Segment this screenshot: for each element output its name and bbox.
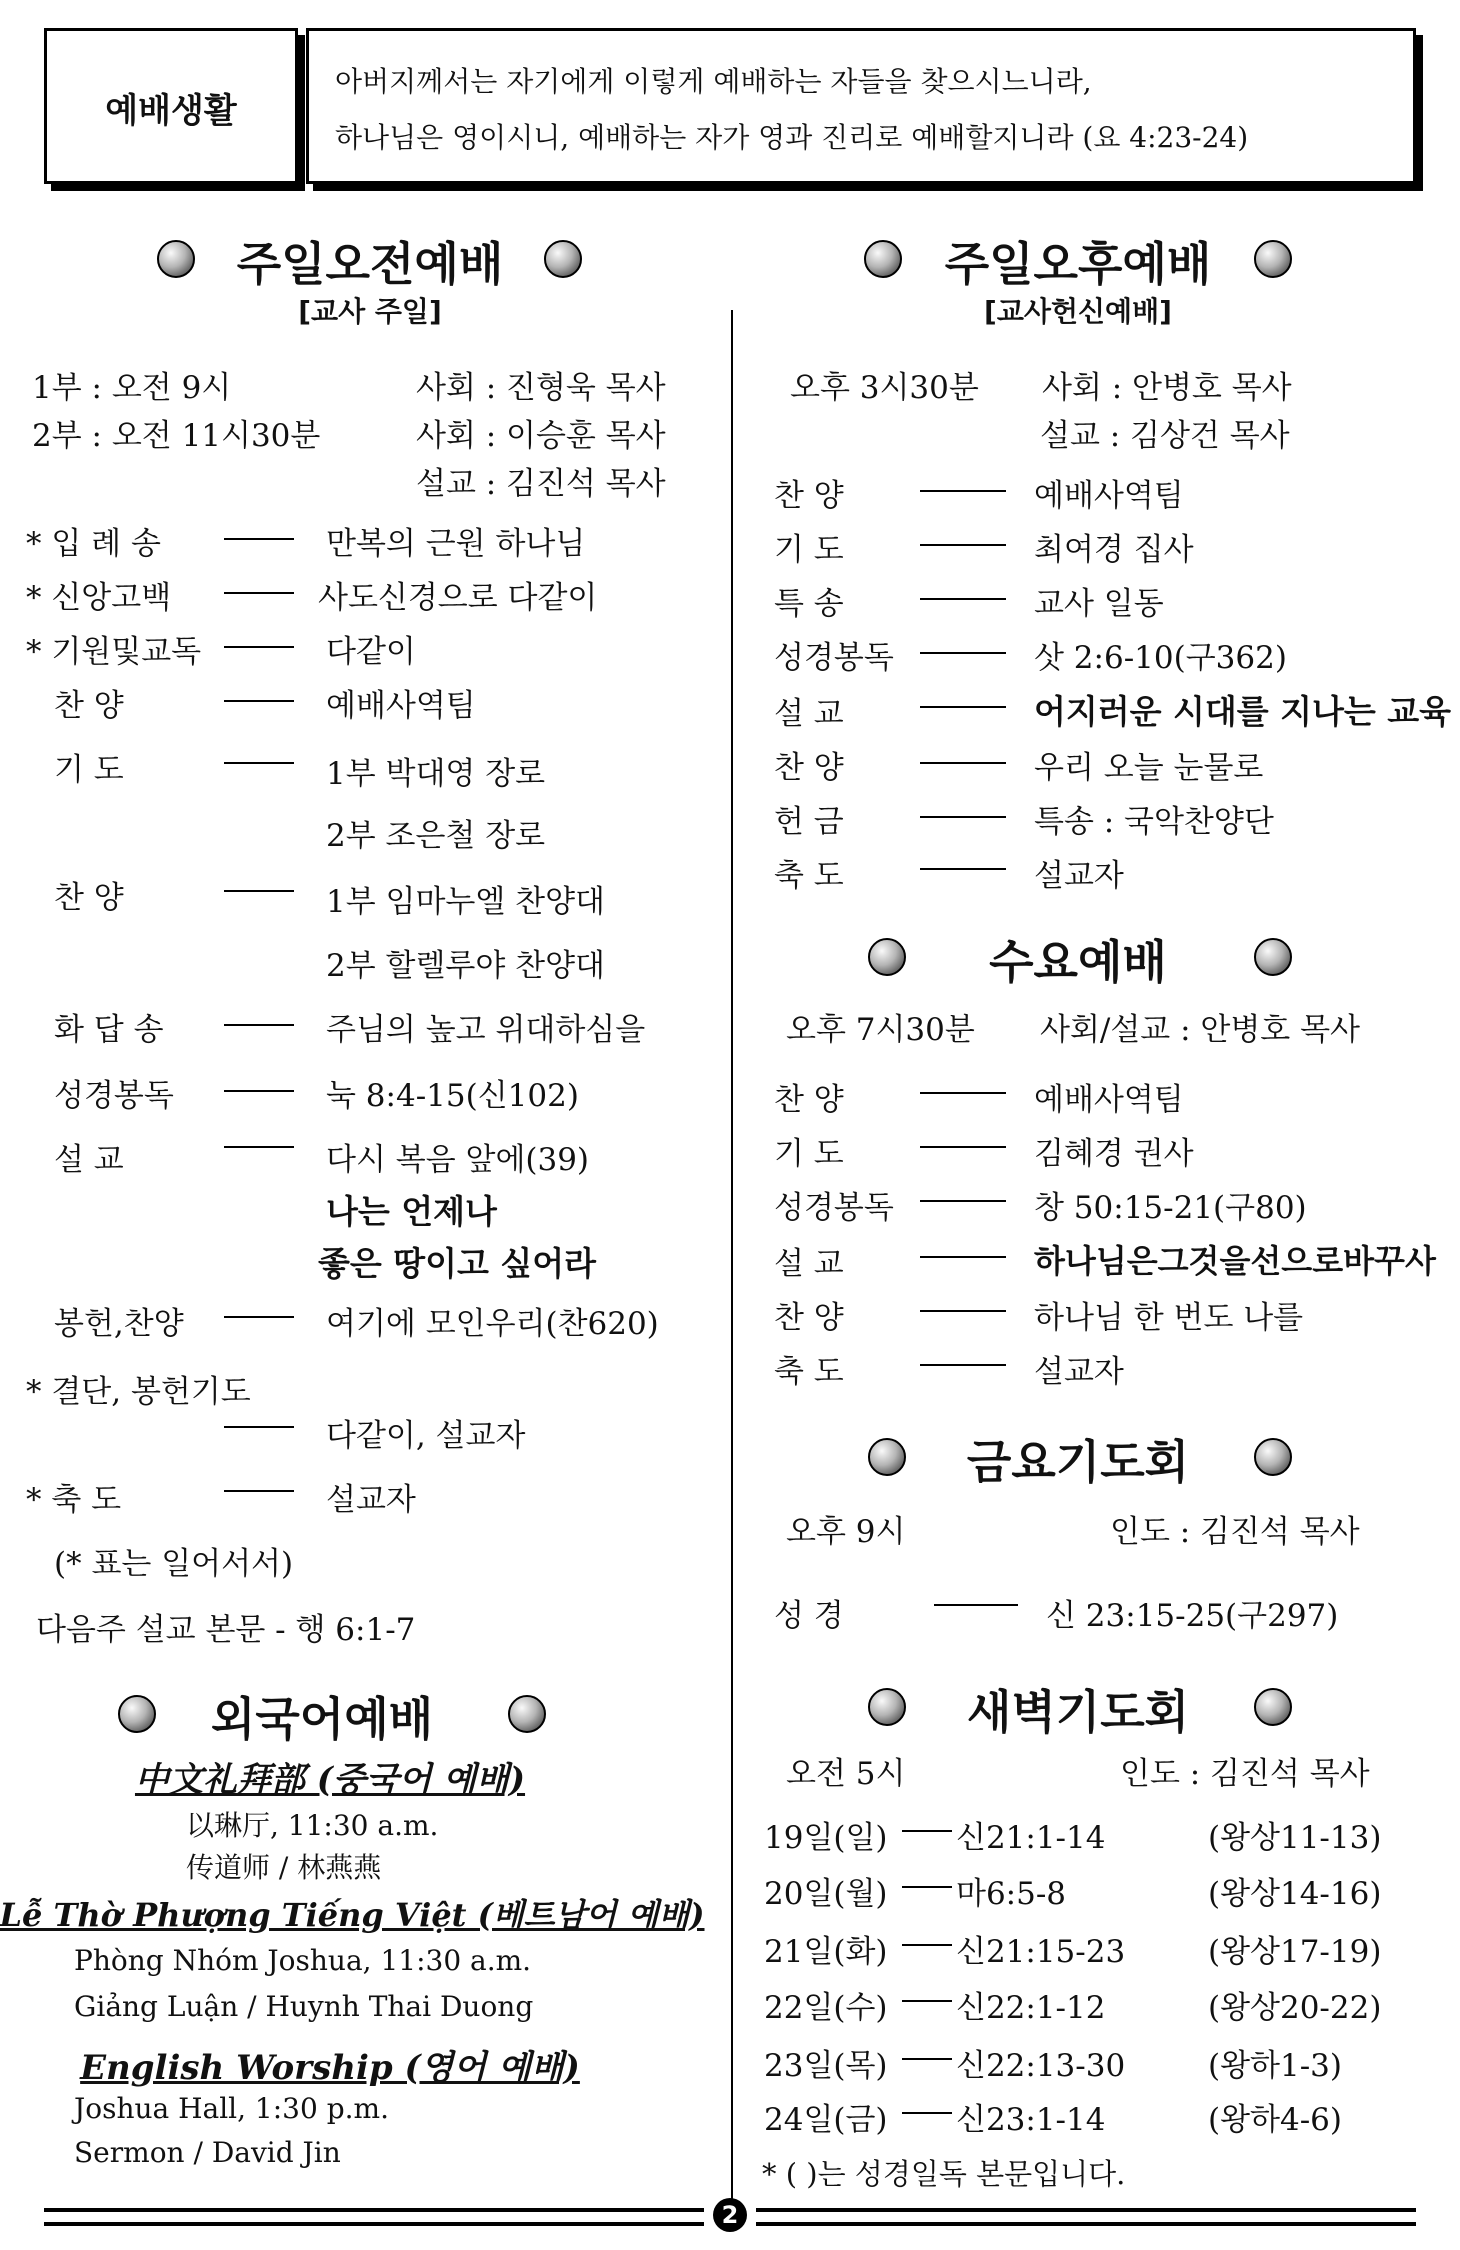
- dawn-day: 22일(수): [764, 1990, 888, 2026]
- order-value: 1부 박대영 장로: [326, 756, 546, 792]
- dash: [224, 1024, 294, 1026]
- bullet-circle-icon: [1254, 938, 1292, 976]
- dawn-reading: (왕상11-13): [1208, 1820, 1382, 1856]
- order-label: 설 교: [774, 696, 844, 732]
- wednesday-time: 오후 7시30분: [786, 1012, 975, 1048]
- dash: [902, 1830, 952, 1832]
- afternoon-leader: 사회 : 안병호 목사: [1042, 370, 1292, 406]
- dawn-text: 신22:1-12: [956, 1990, 1106, 2026]
- dawn-day: 20일(월): [764, 1876, 888, 1912]
- sermon-title-line-2: 좋은 땅이고 싶어라: [318, 1244, 597, 1283]
- order-value: 예배사역팀: [326, 688, 476, 724]
- footer-rule: [756, 2208, 1416, 2212]
- dawn-time: 오전 5시: [786, 1756, 906, 1792]
- order-label: * 입 례 송: [26, 526, 161, 562]
- order-value: 2부 조은철 장로: [326, 818, 546, 854]
- order-label: 설 교: [54, 1142, 124, 1178]
- dash: [920, 544, 1006, 546]
- header-verse-box: [306, 28, 1416, 184]
- order-label: * 신앙고백: [26, 580, 172, 616]
- order-label: * 축 도: [26, 1482, 122, 1518]
- standing-note: (* 표는 일어서서): [54, 1546, 294, 1582]
- foreign-title: 외국어예배: [210, 1692, 434, 1746]
- order-value: 만복의 근원 하나님: [326, 526, 586, 562]
- order-value: 설교자: [326, 1482, 416, 1518]
- order-label: 찬 양: [774, 478, 844, 514]
- order-value: 삿 2:6-10(구362): [1034, 640, 1287, 676]
- dawn-reading: (왕하4-6): [1208, 2102, 1343, 2138]
- order-label: 축 도: [774, 858, 844, 894]
- dawn-day: 24일(금): [764, 2102, 888, 2138]
- dash: [920, 490, 1006, 492]
- bullet-circle-icon: [1254, 1438, 1292, 1476]
- dash: [920, 1256, 1006, 1258]
- bullet-circle-icon: [1254, 1688, 1292, 1726]
- dash: [920, 1146, 1006, 1148]
- page-number: 2: [713, 2198, 747, 2232]
- order-value: 다같이, 설교자: [326, 1418, 526, 1454]
- dash: [902, 2058, 952, 2060]
- order-value: 눅 8:4-15(신102): [326, 1078, 579, 1114]
- order-label: 봉헌,찬양: [54, 1306, 184, 1342]
- dash: [902, 2112, 952, 2114]
- order-label: 기 도: [54, 752, 124, 788]
- order-value: 주님의 높고 위대하심을: [326, 1012, 646, 1048]
- dash: [224, 646, 294, 648]
- english-service-preacher: Sermon / David Jin: [74, 2136, 341, 2169]
- english-service-title: English Worship (영어 예배): [80, 2048, 580, 2088]
- order-value: 다같이: [326, 634, 416, 670]
- friday-leader: 인도 : 김진석 목사: [1110, 1514, 1360, 1550]
- friday-time: 오후 9시: [786, 1514, 906, 1550]
- dash: [934, 1604, 1018, 1606]
- morning-subtitle: [교사 주일]: [298, 295, 442, 328]
- friday-title: 금요기도회: [966, 1435, 1190, 1489]
- dash: [224, 762, 294, 764]
- order-value: 창 50:15-21(구80): [1034, 1190, 1307, 1226]
- dash: [224, 592, 294, 594]
- dawn-text: 신21:15-23: [956, 1934, 1126, 1970]
- order-value: 설교자: [1034, 1354, 1124, 1390]
- header-label: 예배생활: [105, 91, 237, 131]
- afternoon-subtitle: [교사헌신예배]: [984, 295, 1172, 328]
- dash: [224, 1426, 294, 1428]
- bullet-circle-icon: [157, 240, 195, 278]
- dash: [224, 1090, 294, 1092]
- order-label: 특 송: [774, 586, 844, 622]
- dawn-text: 마6:5-8: [956, 1876, 1067, 1912]
- dawn-text: 신21:1-14: [956, 1820, 1106, 1856]
- wednesday-title: 수요예배: [989, 935, 1167, 989]
- afternoon-sermon-title: 어지러운 시대를 지나는 교육: [1034, 692, 1452, 731]
- bullet-circle-icon: [864, 240, 902, 278]
- morning-preacher: 설교 : 김진석 목사: [416, 466, 666, 502]
- morning-s2-leader: 사회 : 이승훈 목사: [416, 418, 666, 454]
- order-value: 2부 할렐루야 찬양대: [326, 948, 605, 984]
- verse-line-1: 아버지께서는 자기에게 이렇게 예배하는 자들을 찾으시느니라,: [335, 65, 1092, 98]
- dash: [920, 1364, 1006, 1366]
- order-label: 기 도: [774, 532, 844, 568]
- bullet-circle-icon: [508, 1695, 546, 1733]
- chinese-service-title: 中文礼拜部 (중국어 예배): [134, 1760, 526, 1800]
- order-label: 성 경: [774, 1598, 844, 1634]
- dash: [920, 652, 1006, 654]
- english-service-place: Joshua Hall, 1:30 p.m.: [74, 2092, 389, 2125]
- dash: [224, 1146, 294, 1148]
- afternoon-preacher: 설교 : 김상건 목사: [1040, 418, 1290, 454]
- order-value: 하나님 한 번도 나를: [1034, 1300, 1304, 1336]
- bullet-circle-icon: [1254, 240, 1292, 278]
- dawn-text: 신22:13-30: [956, 2048, 1126, 2084]
- morning-title: 주일오전예배: [236, 237, 504, 291]
- order-value: 최여경 집사: [1034, 532, 1194, 568]
- afternoon-title: 주일오후예배: [944, 237, 1212, 291]
- dawn-day: 19일(일): [764, 1820, 888, 1856]
- dash: [224, 890, 294, 892]
- dawn-leader: 인도 : 김진석 목사: [1120, 1756, 1370, 1792]
- dash: [902, 1886, 952, 1888]
- footer-rule: [756, 2222, 1416, 2226]
- vietnamese-service-title: Lễ Thờ Phượng Tiếng Việt (베트남어 예배): [0, 1896, 705, 1934]
- wednesday-leader: 사회/설교 : 안병호 목사: [1040, 1012, 1360, 1048]
- dawn-reading: (왕상14-16): [1208, 1876, 1382, 1912]
- header-label-box: [44, 28, 298, 184]
- order-value: 다시 복음 앞에(39): [326, 1142, 590, 1178]
- order-label: 성경봉독: [774, 640, 894, 676]
- bullet-circle-icon: [544, 240, 582, 278]
- order-value: 예배사역팀: [1034, 478, 1184, 514]
- dash: [920, 1310, 1006, 1312]
- dawn-reading: (왕하1-3): [1208, 2048, 1343, 2084]
- order-label: 축 도: [774, 1354, 844, 1390]
- chinese-service-place: 以琳厅, 11:30 a.m.: [186, 1809, 439, 1842]
- morning-s1-leader: 사회 : 진형욱 목사: [416, 370, 666, 406]
- order-label: 설 교: [774, 1246, 844, 1282]
- dawn-day: 23일(목): [764, 2048, 888, 2084]
- order-value: 설교자: [1034, 858, 1124, 894]
- order-value: 우리 오늘 눈물로: [1034, 750, 1264, 786]
- order-label: * 기원및교독: [26, 634, 202, 670]
- column-divider: [731, 310, 733, 2205]
- chinese-service-preacher: 传道师 / 林燕燕: [186, 1851, 382, 1884]
- dash: [224, 1316, 294, 1318]
- dawn-note: * ( )는 성경일독 본문입니다.: [762, 2157, 1126, 2191]
- afternoon-time: 오후 3시30분: [790, 370, 979, 406]
- dash: [920, 1092, 1006, 1094]
- order-label: 찬 양: [774, 1300, 844, 1336]
- verse-line-2: 하나님은 영이시니, 예배하는 자가 영과 진리로 예배할지니라 (요 4:23-24): [335, 121, 1249, 154]
- order-label: 성경봉독: [54, 1078, 174, 1114]
- dash: [920, 1200, 1006, 1202]
- order-label: 찬 양: [774, 750, 844, 786]
- footer-rule: [44, 2208, 704, 2212]
- order-label: 성경봉독: [774, 1190, 894, 1226]
- wednesday-sermon-title: 하나님은그것을선으로바꾸사: [1034, 1242, 1436, 1280]
- order-label: 화 답 송: [54, 1012, 164, 1048]
- dash: [920, 868, 1006, 870]
- vietnamese-service-preacher: Giảng Luận / Huynh Thai Duong: [74, 1990, 534, 2023]
- dawn-title: 새벽기도회: [966, 1685, 1190, 1739]
- vietnamese-service-place: Phòng Nhóm Joshua, 11:30 a.m.: [74, 1944, 532, 1977]
- dash: [920, 706, 1006, 708]
- order-label: 찬 양: [774, 1082, 844, 1118]
- morning-s2-time: 2부 : 오전 11시30분: [32, 418, 321, 454]
- dash: [224, 538, 294, 540]
- morning-s1-time: 1부 : 오전 9시: [32, 370, 232, 406]
- footer-rule: [44, 2222, 704, 2226]
- dawn-text: 신23:1-14: [956, 2102, 1106, 2138]
- dash: [224, 1490, 294, 1492]
- dash: [920, 816, 1006, 818]
- dawn-reading: (왕상17-19): [1208, 1934, 1382, 1970]
- order-label: 헌 금: [774, 804, 844, 840]
- dash: [902, 1944, 952, 1946]
- sermon-title-line-1: 나는 언제나: [326, 1192, 497, 1231]
- order-label: 찬 양: [54, 880, 124, 916]
- order-value: 예배사역팀: [1034, 1082, 1184, 1118]
- bullet-circle-icon: [868, 1438, 906, 1476]
- order-value: 김혜경 권사: [1034, 1136, 1194, 1172]
- dawn-reading: (왕상20-22): [1208, 1990, 1382, 2026]
- bullet-circle-icon: [118, 1695, 156, 1733]
- order-label: * 결단, 봉헌기도: [26, 1374, 251, 1410]
- order-label: 기 도: [774, 1136, 844, 1172]
- order-value: 특송 : 국악찬양단: [1034, 804, 1274, 840]
- dawn-day: 21일(화): [764, 1934, 888, 1970]
- bullet-circle-icon: [868, 1688, 906, 1726]
- dash: [902, 2000, 952, 2002]
- bullet-circle-icon: [868, 938, 906, 976]
- order-value: 사도신경으로 다같이: [318, 580, 598, 616]
- order-label: 찬 양: [54, 688, 124, 724]
- order-value: 신 23:15-25(구297): [1046, 1598, 1339, 1634]
- dash: [920, 762, 1006, 764]
- order-value: 교사 일동: [1034, 586, 1164, 622]
- order-value: 여기에 모인우리(찬620): [326, 1306, 659, 1342]
- order-value: 1부 임마누엘 찬양대: [326, 884, 605, 920]
- dash: [920, 598, 1006, 600]
- next-week-text: 다음주 설교 본문 - 행 6:1-7: [36, 1612, 416, 1648]
- dash: [224, 700, 294, 702]
